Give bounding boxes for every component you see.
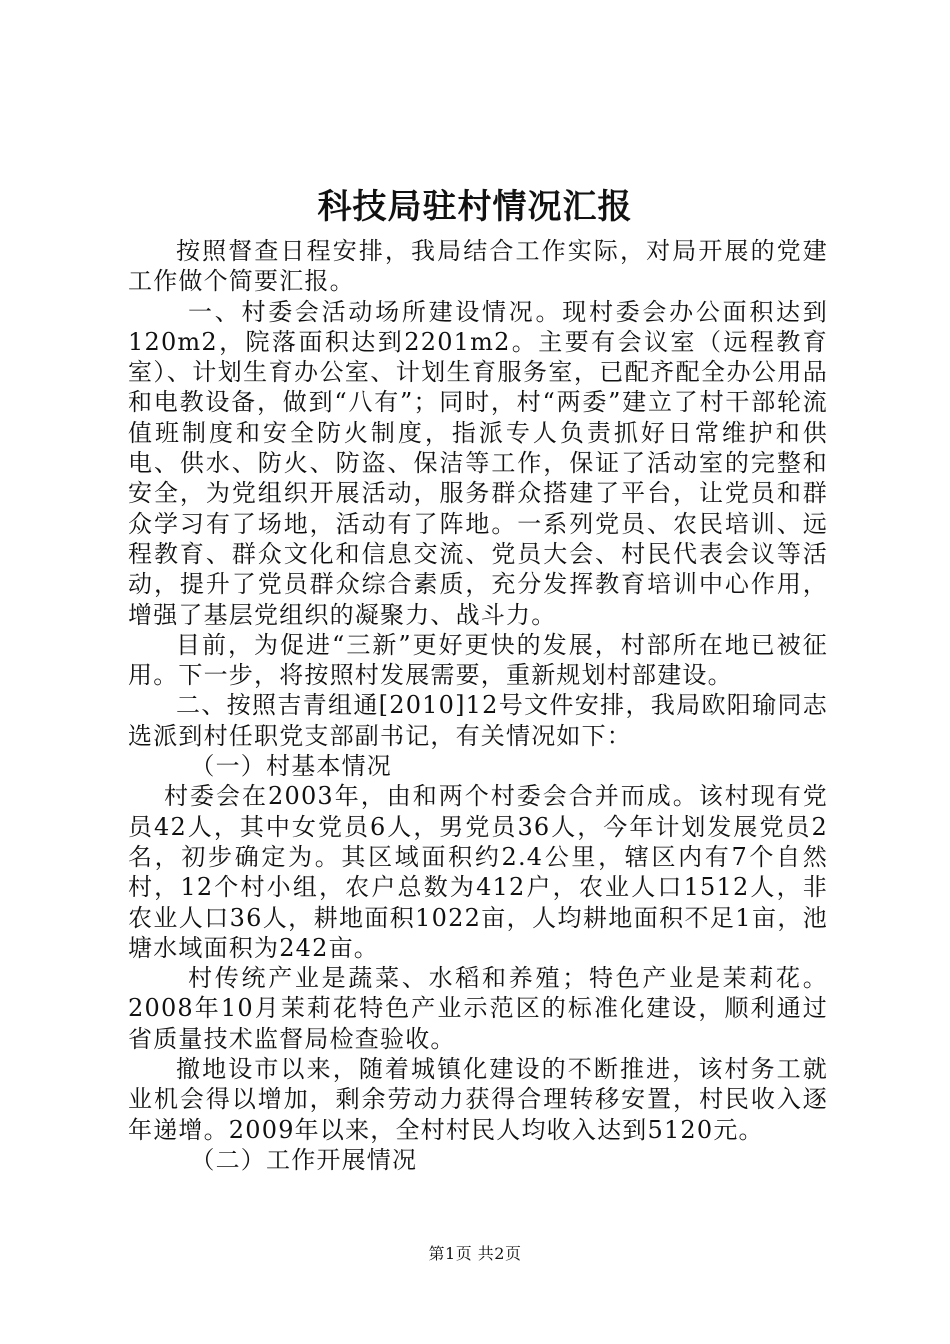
document-title: 科技局驻村情况汇报: [317, 187, 633, 227]
subheading-village-basics: （一）村基本情况: [190, 752, 392, 781]
document-body: [128, 236, 828, 1175]
paragraph-village-basics: 村委会在2003年，由和两个村委会合并而成。该村现有党员42人，其中女党员6人，男党员36人，今年计划发展党员2名，初步确定为。其区域面积约2.4公里，辖区内有7个自然村，12个村小组，农户总数为412户，农业人口1512人，非农业人口36人，耕地面积1022亩，人均耕地面积不足1亩，池塘水域面积为242亩。: [128, 782, 828, 962]
paragraph-section-2: 二、按照吉青组通[2010]12号文件安排，我局欧阳瑜同志选派到村任职党支部副书记，有关情况如下：: [128, 691, 828, 750]
paragraph-income: 撤地设市以来，随着城镇化建设的不断推进，该村务工就业机会得以增加，剩余劳动力获得合理转移安置，村民收入逐年递增。2009年以来，全村村民人均收入达到5120元。: [128, 1055, 828, 1144]
page-number-footer: 第1页 共2页: [428, 1244, 522, 1263]
paragraph-section-1: 一、村委会活动场所建设情况。现村委会办公面积达到120m2，院落面积达到2201m2。主要有会议室（远程教育室）、计划生育办公室、计划生育服务室，已配齐配全办公用品和电教设备，做到“八有”；同时，村“两委”建立了村干部轮流值班制度和安全防火制度，指派专人负责抓好日常维护和供电、供水、防火、防盗、保洁等工作，保证了活动室的完整和安全，为党组织开展活动，服务群众搭建了平台，让党员和群众学习有了场地，活动有了阵地。一系列党员、农民培训、远程教育、群众文化和信息交流、党员大会、村民代表会议等活动，提升了党员群众综合素质，充分发挥教育培训中心作用，增强了基层党组织的凝聚力、战斗力。: [128, 297, 828, 629]
paragraph-intro: 按照督查日程安排，我局结合工作实际，对局开展的党建工作做个简要汇报。: [128, 237, 828, 296]
paragraph-industry: 村传统产业是蔬菜、水稻和养殖；特色产业是茉莉花。2008年10月茉莉花特色产业示范区的标准化建设，顺利通过省质量技术监督局检查验收。: [128, 964, 828, 1053]
paragraph-current-status: 目前，为促进“三新”更好更快的发展，村部所在地已被征用。下一步，将按照村发展需要，重新规划村部建设。: [128, 630, 828, 690]
subheading-work-progress: （二）工作开展情况: [190, 1145, 418, 1174]
